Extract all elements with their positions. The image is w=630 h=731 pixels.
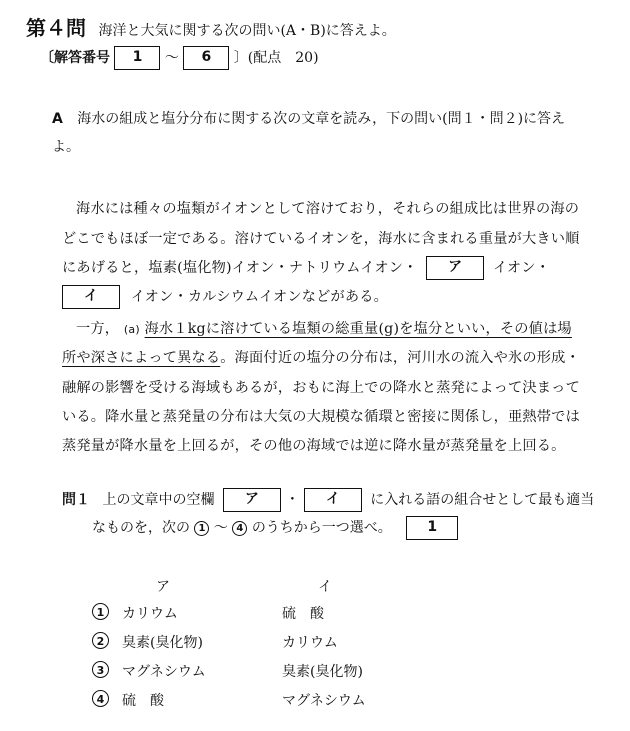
answer-label-close: 〕(配点 20) xyxy=(233,50,319,66)
option-number: 1 xyxy=(92,603,109,620)
section-a-instruction xyxy=(52,108,565,128)
passage-line-6b: 。海面付近の塩分の分布は，河川水の流入や氷の形成・ xyxy=(220,350,580,366)
answer-number-range xyxy=(40,46,319,70)
passage-underlined-2: 所や深さによって異なる xyxy=(62,350,221,366)
option-i: 臭素(臭化物) xyxy=(282,664,363,680)
q1-blank-a-box: ア xyxy=(223,488,281,512)
passage-line-4 xyxy=(62,285,388,309)
answer-box-from: 1 xyxy=(114,46,160,70)
option-i: 硫 酸 xyxy=(282,606,324,622)
answer-tilde: ～ xyxy=(164,50,179,66)
option-number: 4 xyxy=(92,690,109,707)
passage-line-9: 蒸発量が降水量を上回るが，その他の海域では逆に降水量が蒸発量を上回る。 xyxy=(62,438,566,454)
range-tilde: ～ xyxy=(213,520,228,536)
passage-underlined-1: 海水１kgに溶けている塩類の総重量(g)を塩分といい，その値は場 xyxy=(144,321,572,337)
passage-line-7: 融解の影響を受ける海域もあるが，おもに海上での降水と蒸発によって決まって xyxy=(62,380,580,396)
option-number: 3 xyxy=(92,661,109,678)
question-header xyxy=(26,12,396,41)
question-1-label: 問１ xyxy=(62,492,90,508)
section-a-text-line2: よ。 xyxy=(52,139,80,155)
q1-blank-i-box: イ xyxy=(304,488,362,512)
section-a-label: A xyxy=(52,111,63,127)
blank-a-box: ア xyxy=(426,256,484,280)
passage-line-1: 海水には種々の塩類がイオンとして溶けており，それらの組成比は世界の海の xyxy=(76,201,580,217)
passage-line-4-text: イオン・カルシウムイオンなどがある。 xyxy=(130,289,389,305)
option-i: カリウム xyxy=(282,635,338,651)
column-header-i: イ xyxy=(318,579,332,595)
passage-line-3 xyxy=(62,256,550,280)
passage-line-5 xyxy=(76,318,572,338)
option-a: マグネシウム xyxy=(122,664,206,680)
question-intro: 海洋と大気に関する次の問い(A・B)に答えよ。 xyxy=(98,23,396,39)
question-1-text-3a: なものを，次の xyxy=(92,520,190,536)
blank-i-box: イ xyxy=(62,285,120,309)
option-a: 硫 酸 xyxy=(122,693,164,709)
question-1-text-2: に入れる語の組合せとして最も適当 xyxy=(370,492,595,508)
underline-marker-a: (a) xyxy=(123,323,140,336)
passage-line-2: どこでもほぼ一定である。溶けているイオンを，海水に含まれる重量が大きい順 xyxy=(62,231,580,247)
option-a: 臭素(臭化物) xyxy=(122,635,203,651)
q1-dot: ・ xyxy=(285,492,300,508)
passage-line-3b: イオン・ xyxy=(492,260,551,276)
section-a-text-line1: 海水の組成と塩分分布に関する次の文章を読み，下の問い(問１・問２)に答え xyxy=(77,111,566,127)
answer-label-open: 〔解答番号 xyxy=(40,50,110,66)
passage-line-5a: 一方， xyxy=(76,321,120,337)
question-1-line-1 xyxy=(62,488,594,512)
passage-line-3a: にあげると，塩素(塩化物)イオン・ナトリウムイオン・ xyxy=(62,260,418,276)
passage-line-6 xyxy=(62,347,580,367)
option-i: マグネシウム xyxy=(282,693,366,709)
range-to-circled: 4 xyxy=(232,521,247,536)
question-title: 第４問 xyxy=(26,16,86,40)
q1-answer-box: 1 xyxy=(406,516,458,540)
answer-box-to: 6 xyxy=(183,46,229,70)
column-header-a: ア xyxy=(156,579,170,595)
question-1-line-2 xyxy=(92,516,458,540)
question-1-text-3b: のうちから一つ選べ。 xyxy=(251,520,392,536)
range-from-circled: 1 xyxy=(194,521,209,536)
question-1-text-1: 上の文章中の空欄 xyxy=(102,492,215,508)
option-a: カリウム xyxy=(122,606,178,622)
option-number: 2 xyxy=(92,632,109,649)
passage-line-8: いる。降水量と蒸発量の分布は大気の大規模な循環と密接に関係し，亜熱帯では xyxy=(62,409,580,425)
